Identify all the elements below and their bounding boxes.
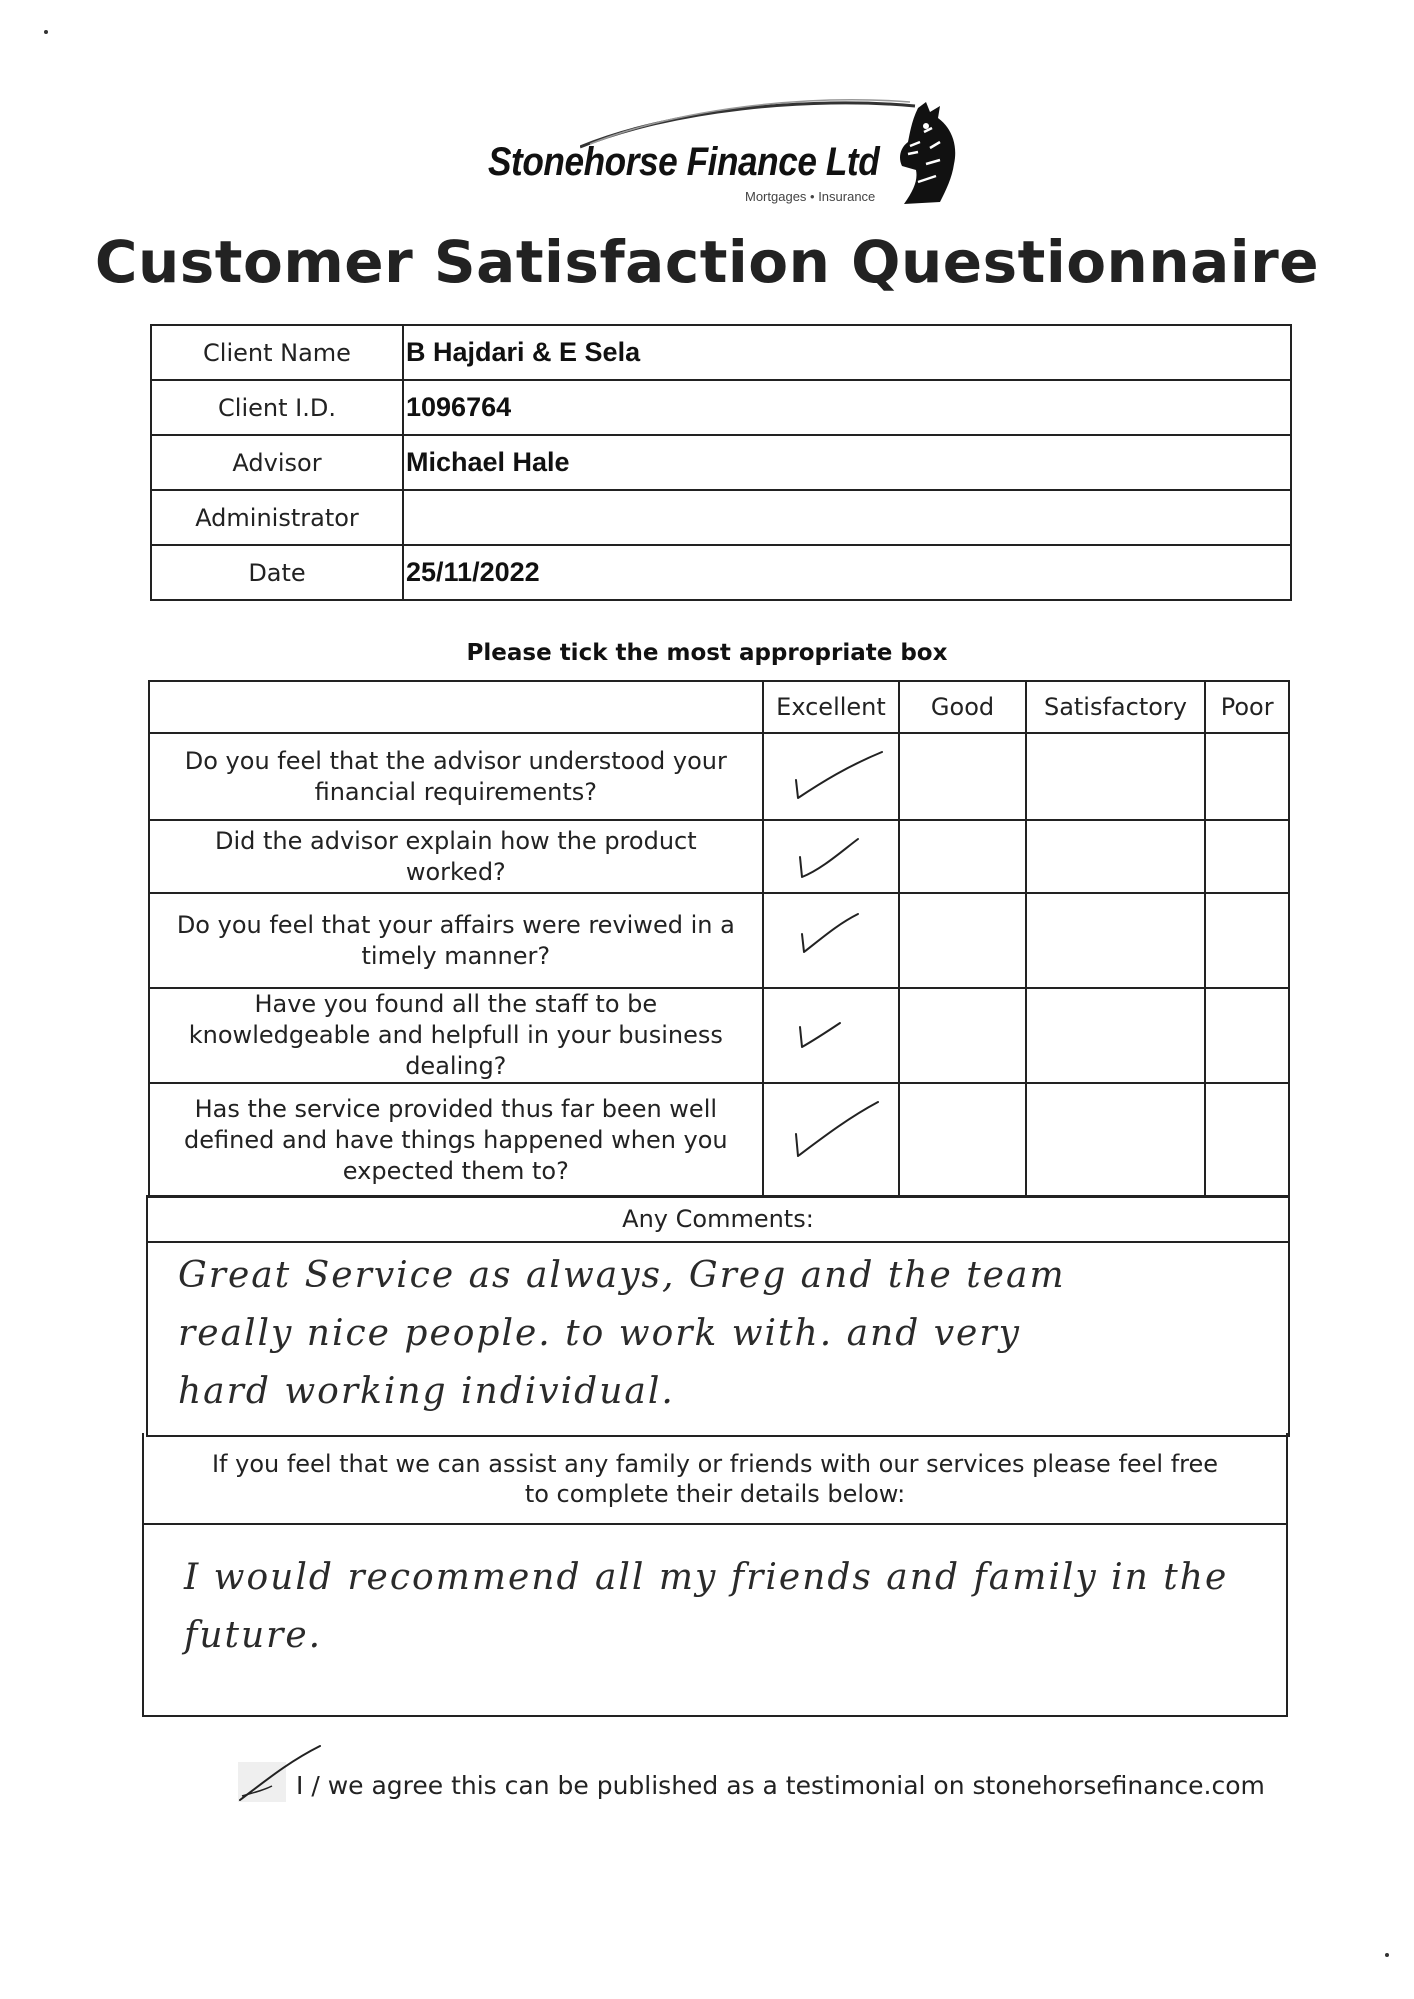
rating-box-poor[interactable] (1205, 988, 1289, 1083)
administrator-field[interactable] (403, 490, 1291, 545)
question-row (149, 820, 1289, 893)
client-info-table (150, 324, 1292, 601)
rating-box-good[interactable] (899, 820, 1025, 893)
question-row (149, 1083, 1289, 1197)
column-header-good: Good (899, 681, 1025, 733)
checkmark-icon (786, 999, 866, 1055)
checkmark-icon (786, 744, 886, 804)
date-row (151, 545, 1291, 600)
referral-prompt (144, 1433, 1286, 1525)
rating-box-good[interactable] (899, 1083, 1025, 1197)
client-name-row (151, 325, 1291, 380)
referral-handwritten-text[interactable] (184, 1549, 1264, 1665)
checkmark-icon (786, 1094, 886, 1164)
rating-box-excellent[interactable] (763, 733, 900, 820)
column-header-satisfactory: Satisfactory (1026, 681, 1206, 733)
comment-line: really nice people. to work with. and very (178, 1313, 1021, 1354)
question-row (149, 893, 1289, 988)
advisor-row (151, 435, 1291, 490)
rating-box-good[interactable] (899, 893, 1025, 988)
horse-head-logo-icon (896, 102, 960, 206)
question-text: Do you feel that the advisor understood your financial requirements? (149, 733, 763, 820)
comments-label: Any Comments: (148, 1197, 1288, 1243)
referral-line: future. (184, 1615, 323, 1656)
date-field[interactable]: 25/11/2022 (403, 545, 1291, 600)
administrator-row (151, 490, 1291, 545)
rating-box-satisfactory[interactable] (1026, 733, 1206, 820)
client-name-field[interactable]: B Hajdari & E Sela (403, 325, 1291, 380)
advisor-field[interactable]: Michael Hale (403, 435, 1291, 490)
rating-box-poor[interactable] (1205, 820, 1289, 893)
question-column-header (149, 681, 763, 733)
client-id-field[interactable]: 1096764 (403, 380, 1291, 435)
rating-box-satisfactory[interactable] (1026, 820, 1206, 893)
rating-box-poor[interactable] (1205, 1083, 1289, 1197)
column-header-excellent: Excellent (763, 681, 900, 733)
question-text: Did the advisor explain how the product worked? (149, 820, 763, 893)
rating-box-good[interactable] (899, 988, 1025, 1083)
comment-line: Great Service as always, Greg and the team (178, 1255, 1066, 1296)
rating-box-excellent[interactable] (763, 1083, 900, 1197)
checkmark-icon (786, 831, 876, 887)
referral-section (142, 1433, 1288, 1717)
question-text: Have you found all the staff to be knowledgeable and helpfull in your business dealing? (149, 988, 763, 1083)
rating-box-satisfactory[interactable] (1026, 988, 1206, 1083)
question-text: Has the service provided thus far been well defined and have things happened when you expected them to? (149, 1083, 763, 1197)
rating-instruction: Please tick the most appropriate box (466, 640, 948, 666)
rating-table (148, 680, 1290, 1198)
page-title: Customer Satisfaction Questionnaire (94, 228, 1320, 296)
referral-prompt-line: If you feel that we can assist any family or friends with our services please feel free (211, 1450, 1219, 1478)
question-row (149, 733, 1289, 820)
referral-line: I would recommend all my friends and family in the (184, 1557, 1229, 1598)
checkmark-icon (786, 904, 876, 964)
comments-handwritten-text[interactable] (178, 1247, 1258, 1421)
company-logo-text: Stonehorse Finance Ltd (488, 140, 880, 184)
rating-box-poor[interactable] (1205, 733, 1289, 820)
field-label: Client I.D. (151, 380, 403, 435)
rating-box-satisfactory[interactable] (1026, 1083, 1206, 1197)
column-header-poor: Poor (1205, 681, 1289, 733)
comment-line: hard working individual. (178, 1371, 675, 1412)
testimonial-consent-text: I / we agree this can be published as a testimonial on stonehorsefinance.com (296, 1771, 1265, 1800)
field-label: Advisor (151, 435, 403, 490)
question-text: Do you feel that your affairs were reviwed in a timely manner? (149, 893, 763, 988)
company-tagline: Mortgages • Insurance (745, 189, 876, 204)
client-id-row (151, 380, 1291, 435)
rating-box-satisfactory[interactable] (1026, 893, 1206, 988)
field-label: Client Name (151, 325, 403, 380)
rating-box-excellent[interactable] (763, 988, 900, 1083)
scan-speck (44, 30, 48, 34)
rating-box-poor[interactable] (1205, 893, 1289, 988)
rating-header-row (149, 681, 1289, 733)
scan-speck (1385, 1953, 1389, 1957)
rating-box-excellent[interactable] (763, 893, 900, 988)
question-row (149, 988, 1289, 1083)
field-label: Administrator (151, 490, 403, 545)
rating-box-good[interactable] (899, 733, 1025, 820)
comments-section (146, 1195, 1290, 1437)
rating-box-excellent[interactable] (763, 820, 900, 893)
field-label: Date (151, 545, 403, 600)
referral-prompt-line: to complete their details below: (524, 1480, 906, 1508)
